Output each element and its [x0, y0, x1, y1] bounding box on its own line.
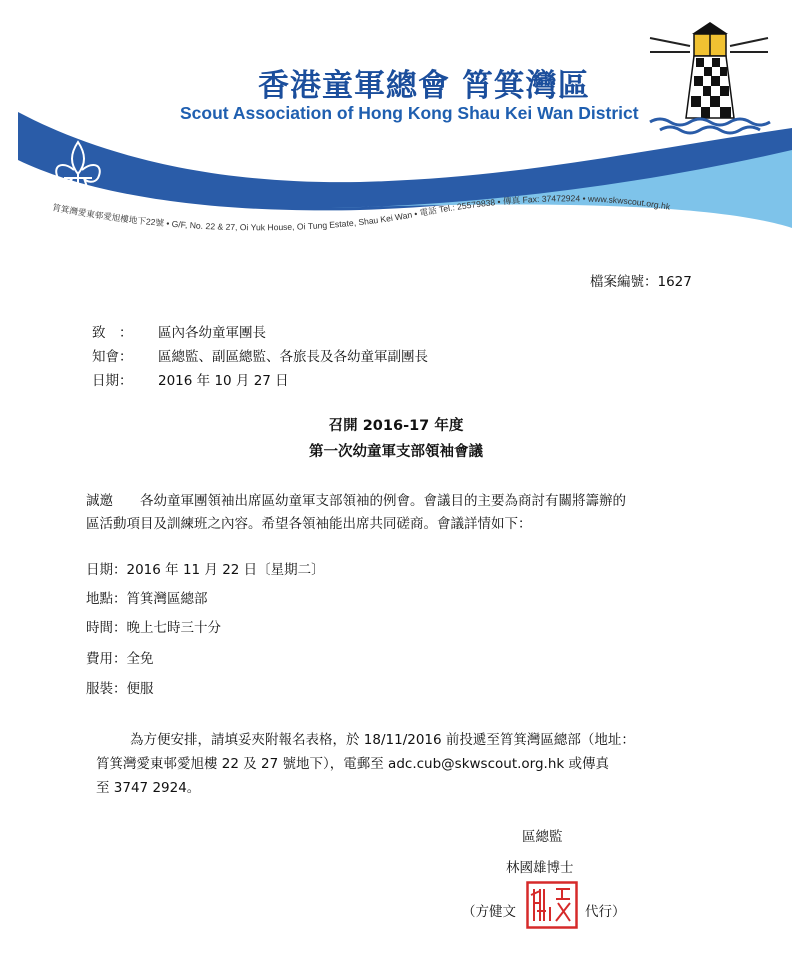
closing-line-2: 筲箕灣愛東邨愛旭樓 22 及 27 號地下），電郵至 adc.cub@skwscout.org.hk 或傳真 — [96, 756, 610, 772]
org-name-en: Scout Association of Hong Kong Shau Kei Wan District — [180, 103, 639, 123]
to-value: 區內各幼童軍團長 — [158, 325, 266, 341]
date-row — [92, 369, 289, 389]
to-label: 致 ： — [92, 325, 133, 341]
proxy-prefix: （方健文 — [462, 904, 516, 920]
file-reference: 檔案編號：1627 — [590, 274, 692, 290]
detail-dress: 服裝：便服 — [86, 681, 154, 697]
closing-line-3: 至 3747 2924。 — [96, 780, 201, 796]
detail-fee: 費用：全免 — [86, 651, 154, 667]
cc-row — [92, 345, 428, 365]
intro-line-2: 區活動項目及訓練班之內容。希望各領袖能出席共同磋商。會議詳情如下： — [86, 516, 532, 532]
detail-venue: 地點：筲箕灣區總部 — [86, 591, 208, 607]
intro-line-1: 誠邀 各幼童軍團領袖出席區幼童軍支部領袖的例會。會議目的主要為商討有關將籌辦的 — [86, 493, 626, 509]
address-line: 筲箕灣愛東邨愛旭樓地下22號 • G/F, No. 22 & 27, Oi Yuk House, Oi Tung Estate, Shau Kei Wan • 電話 Tel.: 25579838 • 傳真 Fax: 37472924 • www.skwscout.org.hk — [51, 193, 671, 233]
detail-date: 日期：2016 年 11 月 22 日〔星期二〕 — [86, 562, 325, 578]
red-seal-stamp — [526, 881, 578, 929]
svg-text:筲箕灣愛東邨愛旭樓地下22號 • G/F, No. 22 & — [52, 193, 672, 232]
meeting-title-line1: 召開 2016-17 年度 — [328, 418, 464, 434]
signer-title: 區總監 — [522, 829, 563, 845]
meeting-title-line2: 第一次幼童軍支部領袖會議 — [309, 444, 483, 460]
org-name-cn: 香港童軍總會 筲箕灣區 — [258, 68, 590, 104]
proxy-suffix: 代行） — [585, 904, 626, 920]
address-curve — [0, 0, 792, 260]
cc-label: 知會： — [92, 349, 133, 365]
closing-line-1: 為方便安排，請填妥夾附報名表格，於 18/11/2016 前投遞至筲箕灣區總部（地址： — [130, 732, 635, 748]
cc-value: 區總監、副區總監、各旅長及各幼童軍副團長 — [158, 349, 428, 365]
date-value: 2016 年 10 月 27 日 — [158, 373, 289, 389]
date-label: 日期： — [92, 373, 133, 389]
to-row — [92, 321, 266, 341]
detail-time: 時間：晚上七時三十分 — [86, 620, 221, 636]
signer-name: 林國雄博士 — [506, 860, 574, 876]
